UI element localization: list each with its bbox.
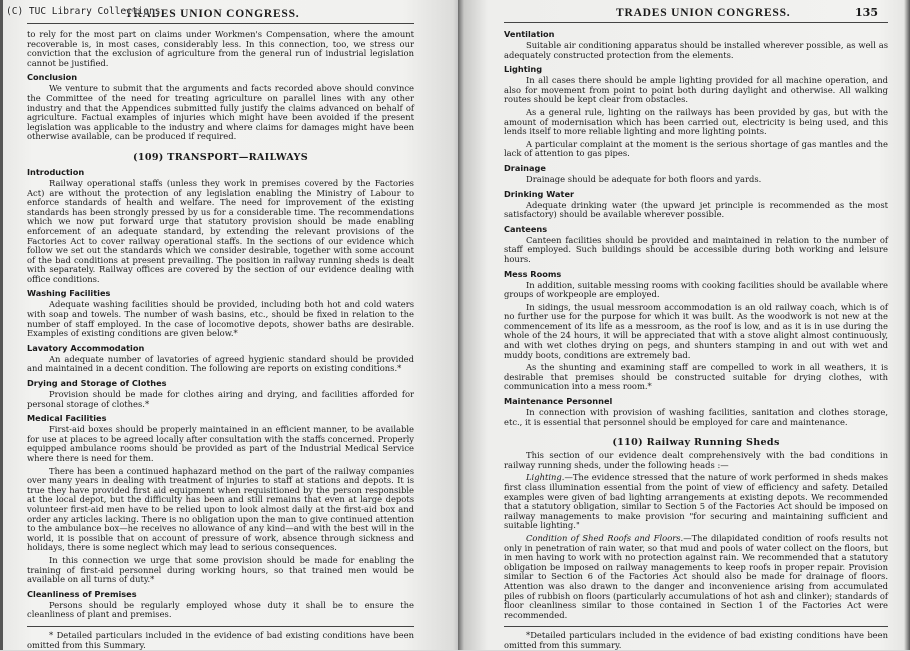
conclusion-text: We venture to submit that the arguments and facts recorded above should convince the Committee of the need for treating agriculture on parallel lines with any other industry and that the Appendices submitted fully justify the claims advanced on behalf of agriculture. Factual examples of injuries which might have been avoided if the present legislation was applicable to the industry and where claims for damages might have been otherwise available, can be produced if required. — [27, 83, 414, 142]
left-running-title: TRADES UNION CONGRESS. — [125, 8, 300, 20]
heading-canteens: Canteens — [504, 223, 548, 234]
heading-ventilation: Ventilation — [504, 29, 555, 39]
running-sheds-lighting-label: Lighting. — [526, 472, 565, 483]
right-page-number: 135 — [855, 6, 878, 19]
heading-drainage: Drainage — [504, 162, 546, 173]
right-running-title: TRADES UNION CONGRESS. — [616, 7, 791, 19]
right-page — [458, 0, 910, 650]
lavatory-text: An adequate number of lavatories of agreed hygienic standard should be provided and maintained in a decent condition. The following are reports on existing conditions.* — [27, 353, 414, 374]
heading-lavatory-accommodation: Lavatory Accommodation — [27, 342, 145, 353]
section-title-110: (110) Railway Running Sheds — [612, 437, 780, 449]
watermark: (C) TUC Library Collections — [6, 6, 161, 17]
right-running-head — [504, 6, 888, 23]
introduction-text: Railway operational staffs (unless they work in premises covered by the Factories Act) are without the protection of any legislation enabling the Ministry of Labour to enforce standards of health and welfare. The need for improvement of the existing standards has been strongly pressed by us for a considerable time. The recommendations which we now put forward urge that statutory provision should be made enabling enforcement of an adequate standard, by extending the relevant provisions of the Factories Act to cover railway operational staffs. In the sections of our evidence which follow we set out the standards which we consider desirable, together with some account of the bad conditions at present prevailing. The position in railway running sheds is dealt with separately. Railway offices are covered by the section of our evidence dealing with office conditions. — [27, 177, 414, 284]
heading-mess-rooms: Mess Rooms — [504, 268, 562, 279]
heading-maintenance-personnel: Maintenance Personnel — [504, 396, 613, 407]
medical-text-3: In this connection we urge that some provision should be made for enabling the training of first-aid personnel during working hours, so that trained men would be available on all turns of duty.* — [27, 554, 414, 585]
left-footnote-rule — [27, 626, 414, 650]
mess-rooms-text-1: In addition, suitable messing rooms with cooking facilities should be available where groups of workpeople are employed. — [504, 279, 888, 300]
right-footnote-rule — [504, 626, 888, 650]
drying-storage-text: Provision should be made for clothes airing and drying, and facilities afforded for personal storage of clothes.* — [27, 389, 414, 409]
section-title-109: (109) TRANSPORT—RAILWAYS — [133, 151, 308, 163]
lighting-text-1: In all cases there should be ample lighting provided for all machine operation, and also for movement from point to point both during daylight and otherwise. All walking routes should be kept clear from obstacles. — [504, 75, 888, 105]
running-sheds-lighting — [504, 473, 888, 531]
mess-rooms-text-2: In sidings, the usual messroom accommodation is an old railway coach, which is of no further use for the purpose for which it was built. As the woodwork is not new at the commencement of its life as a messroom, as the roof is low, and as it is in use during the whole of the 24 hours, it will be appreciated that with a stove alight almost continuously, and with wet clothes drying on pegs, and shunters stamping in and out with wet and muddy boots, conditions are extremely bad. — [504, 301, 888, 360]
mess-rooms-text-3: As the shunting and examining staff are compelled to work in all weathers, it is desirable that premises should be constructed suitable for drying clothes, with communication into a mess room.* — [504, 362, 888, 392]
running-sheds-roofs-label: Condition of Shed Roofs and Floors. — [526, 532, 684, 543]
maintenance-text: In connection with provision of washing facilities, sanitation and clothes storage, etc., it is essential that personnel should be employed for care and maintenance. — [504, 407, 888, 427]
left-footnote: * Detailed particulars included in the evidence of bad existing conditions have been omitted from this Summary. — [27, 629, 414, 650]
heading-conclusion: Conclusion — [27, 72, 78, 83]
lighting-text-3: A particular complaint at the moment is the serious shortage of gas mantles and the lack of attention to gas pipes. — [504, 138, 888, 159]
cleanliness-text: Persons should be regularly employed whose duty it shall be to ensure the cleanliness of plant and premises. — [27, 599, 414, 620]
heading-drying-storage: Drying and Storage of Clothes — [27, 378, 167, 389]
opening-paragraph: to rely for the most part on claims under Workmen's Compensation, where the amount recoverable is, in most cases, considerably less. In this connection, too, we stress our conviction that the exclusion of agriculture from the general run of industrial legislation cannot be justified. — [27, 29, 414, 68]
washing-facilities-text: Adequate washing facilities should be provided, including both hot and cold waters with soap and towels. The number of wash basins, etc., should be fixed in relation to the number of staff employed. In the case of locomotive depots, shower baths are desirable. Examples of existing conditions are given below.* — [27, 299, 414, 339]
heading-washing-facilities: Washing Facilities — [27, 288, 111, 299]
drainage-text: Drainage should be adequate for both floors and yards. — [526, 173, 762, 184]
lighting-text-2: As a general rule, lighting on the railways has been provided by gas, but with the amount of modernisation which has been carried out, electricity is being used, and this lends itself to more reliable lighting and more lighting points. — [504, 106, 888, 137]
running-sheds-roofs-text: —The dilapidated condition of roofs results not only in penetration of rain water, so that mud and pools of water collect on the floors, but in men having to work with no protection against rain. We recommended that a statutory obligation be imposed on railway managements to keep roofs in proper repair. Provision similar to Section 6 of the Factories Act should also be made for drainage of floors. Attention was also drawn to the danger and inconvenience arising from accumulated piles of rubbish on floors (particularly accumulations of hot ash and clinker); standards of floor cleanliness similar to those contained in Section 1 of the Factories Act were recommended. — [504, 532, 888, 620]
medical-text-1: First-aid boxes should be properly maintained in an efficient manner, to be available for use at places to be agreed locally after consultation with the staffs concerned. Properly equipped ambulance rooms should be provided as part of the Industrial Medical Service where there is need for them. — [27, 424, 414, 463]
running-sheds-intro: This section of our evidence dealt comprehensively with the bad conditions in railway running sheds, under the following heads :— — [504, 450, 888, 470]
heading-medical-facilities: Medical Facilities — [27, 413, 107, 424]
running-sheds-roofs — [504, 534, 888, 620]
running-sheds-lighting-text: —The evidence stressed that the nature of work performed in sheds makes first class illumination essential from the point of view of efficiency and safety. Detailed examples were given of bad lighting arrangements at existing depots. We recommended that a statutory obligation, similar to Section 5 of the Factories Act should be imposed on railway managements to make provision "for securing and maintaining sufficient and suitable lighting." — [504, 472, 888, 531]
heading-drinking-water: Drinking Water — [504, 188, 575, 199]
right-footnote: *Detailed particulars included in the evidence of bad existing conditions have been omitted from this summary. — [504, 630, 888, 650]
ventilation-text: Suitable air conditioning apparatus should be installed wherever possible, as well as adequately constructed protection from the elements. — [504, 40, 888, 60]
drinking-water-text: Adequate drinking water (the upward jet principle is recommended as the most satisfactory) should be available wherever possible. — [504, 199, 888, 220]
medical-text-2: There has been a continued haphazard method on the part of the railway companies over many years in dealing with treatment of injuries to staff at stations and depots. It is true they have provided first aid equipment when requisitioned by the person responsible at the local depot, but the difficulty has been and still remains that even at large depots volunteer first-aid men have to be relied upon to look almost daily at the first-aid box and order any articles lacking. There is no obligation upon the man to give continued attention to the ambulance box—he receives no allowance of any kind—and with the best will in the world, it is possible that on account of pressure of work, absence through sickness and holidays, there is some neglect which may lead to serious consequences. — [27, 465, 414, 553]
canteens-text: Canteen facilities should be provided and maintained in relation to the number of staff employed. Such buildings should be accessible during both working and leisure hours. — [504, 234, 888, 264]
heading-introduction: Introduction — [27, 166, 85, 177]
heading-cleanliness: Cleanliness of Premises — [27, 588, 137, 599]
heading-lighting: Lighting — [504, 64, 543, 75]
